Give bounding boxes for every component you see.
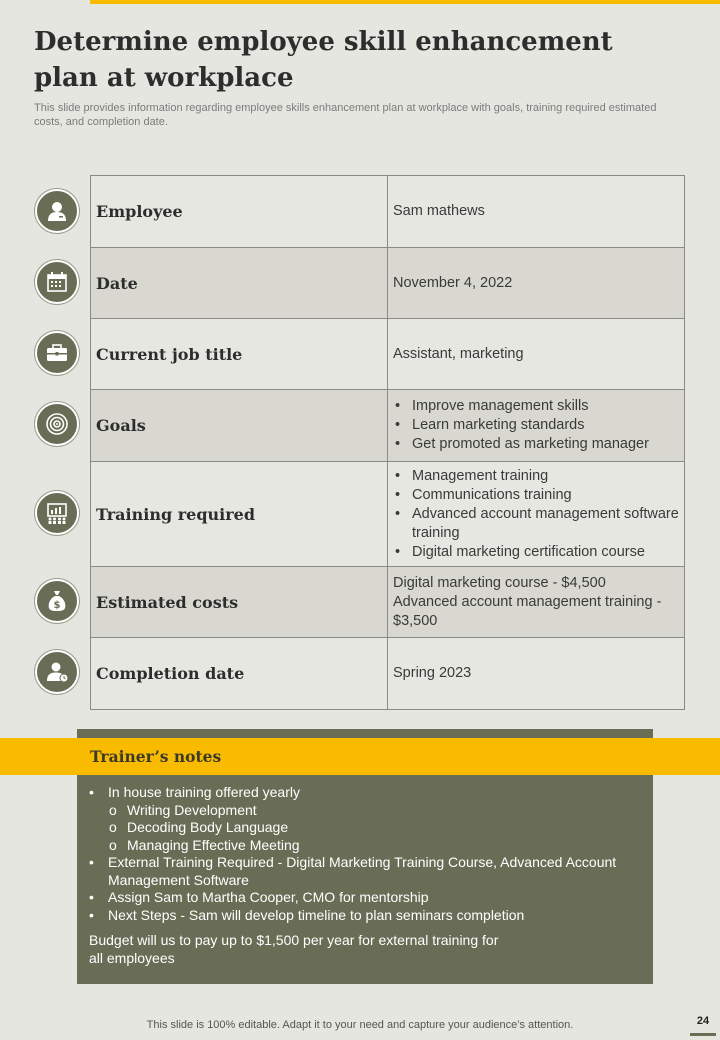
row-label: Employee bbox=[91, 176, 388, 248]
trainer-notes-body bbox=[89, 784, 649, 967]
table-row bbox=[91, 248, 685, 319]
skill-plan-table bbox=[90, 175, 685, 710]
page-number-underline bbox=[690, 1033, 716, 1036]
row-label: Estimated costs bbox=[91, 567, 388, 638]
list-item: o Writing Development bbox=[89, 802, 649, 820]
table-row bbox=[91, 638, 685, 710]
person-icon bbox=[35, 189, 79, 233]
row-label: Completion date bbox=[91, 638, 388, 710]
trainer-notes-title: Trainer’s notes bbox=[90, 747, 222, 766]
cost-line: Advanced account management training - $3,500 bbox=[393, 593, 662, 629]
svg-text:$: $ bbox=[53, 600, 61, 611]
money-bag-icon bbox=[35, 579, 79, 623]
list-item: o Decoding Body Language bbox=[89, 819, 649, 837]
table-row bbox=[91, 567, 685, 638]
row-label: Goals bbox=[91, 390, 388, 462]
top-accent-bar bbox=[90, 0, 720, 4]
briefcase-icon bbox=[35, 331, 79, 375]
row-value bbox=[388, 567, 685, 638]
table-row bbox=[91, 319, 685, 390]
table-row bbox=[91, 462, 685, 567]
row-value bbox=[388, 390, 685, 462]
row-value: November 4, 2022 bbox=[388, 248, 685, 319]
budget-note: Budget will us to pay up to $1,500 per year for external training for all employees bbox=[89, 932, 499, 966]
row-value: Spring 2023 bbox=[388, 638, 685, 710]
page-title: Determine employee skill enhancement plan at workplace bbox=[34, 27, 613, 93]
list-item: • In house training offered yearly bbox=[89, 784, 649, 802]
cost-line: Digital marketing course - $4,500 bbox=[393, 574, 606, 591]
row-label: Training required bbox=[91, 462, 388, 567]
training-list bbox=[393, 467, 679, 562]
presentation-icon bbox=[35, 491, 79, 535]
list-item: • Digital marketing certification course bbox=[393, 543, 679, 562]
list-item: o Managing Effective Meeting bbox=[89, 837, 649, 855]
list-item: • Get promoted as marketing manager bbox=[393, 435, 679, 454]
list-item: • Next Steps - Sam will develop timeline to plan seminars completion bbox=[89, 907, 649, 925]
trainer-notes-list bbox=[89, 784, 649, 924]
list-item: • Assign Sam to Martha Cooper, CMO for mentorship bbox=[89, 889, 649, 907]
page-number: 24 bbox=[696, 1015, 710, 1027]
list-item: • Management training bbox=[393, 467, 679, 486]
row-value bbox=[388, 462, 685, 567]
list-item: • Improve management skills bbox=[393, 397, 679, 416]
goals-list bbox=[393, 397, 679, 454]
row-label: Current job title bbox=[91, 319, 388, 390]
list-item: • Learn marketing standards bbox=[393, 416, 679, 435]
row-value: Sam mathews bbox=[388, 176, 685, 248]
list-item: • Communications training bbox=[393, 486, 679, 505]
page-subtitle: This slide provides information regarding employee skills enhancement plan at workplace with goals, training required estimated costs, and completion date. bbox=[34, 102, 657, 128]
target-icon bbox=[35, 402, 79, 446]
table-row bbox=[91, 176, 685, 248]
list-item: • External Training Required - Digital Marketing Training Course, Advanced Account Management Software bbox=[89, 854, 649, 889]
footer-text: This slide is 100% editable. Adapt it to your need and capture your audience’s attention. bbox=[146, 1019, 574, 1031]
row-label: Date bbox=[91, 248, 388, 319]
calendar-icon bbox=[35, 260, 79, 304]
person-clock-icon bbox=[35, 650, 79, 694]
list-item: • Advanced account management software training bbox=[393, 505, 679, 543]
row-value: Assistant, marketing bbox=[388, 319, 685, 390]
table-row bbox=[91, 390, 685, 462]
